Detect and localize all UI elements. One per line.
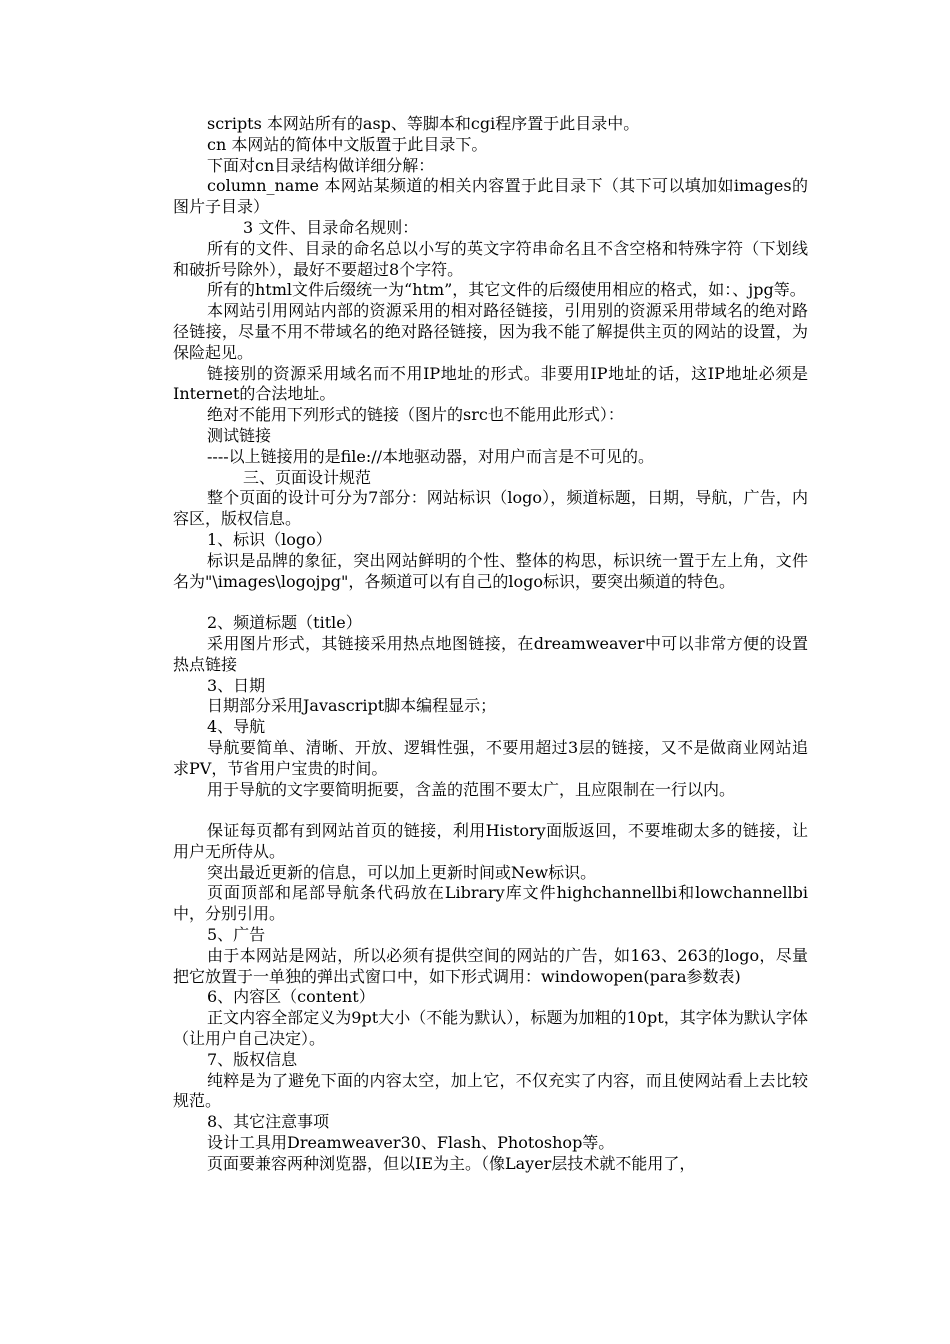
paragraph: 纯粹是为了避免下面的内容太空，加上它，不仅充实了内容，而且使网站看上去比较规范。	[173, 1070, 808, 1111]
paragraph: 3、日期	[207, 675, 266, 695]
section-heading: 三、页面设计规范	[243, 467, 372, 487]
paragraph: 本网站引用网站内部的资源采用的相对路径链接，引用别的资源采用带域名的绝对路径链接，尽量不用不带域名的绝对路径链接，因为我不能了解提供主页的网站的设置，为保险起见。	[173, 301, 808, 362]
paragraph: 链接别的资源采用域名而不用IP地址的形式。非要用IP地址的话，这IP地址必须是Internet的合法地址。	[173, 363, 808, 404]
paragraph: 绝对不能用下列形式的链接（图片的src也不能用此形式）：	[207, 405, 624, 425]
paragraph: 所有的文件、目录的命名总以小写的英文字符串命名且不含空格和特殊字符（下划线和破折号除外），最好不要超过8个字符。	[173, 238, 808, 279]
paragraph: 1、标识（logo）	[207, 529, 332, 549]
paragraph: 采用图片形式，其链接采用热点地图链接，在dreamweaver中可以非常方便的设置热点链接	[173, 633, 808, 674]
paragraph: 导航要简单、清晰、开放、逻辑性强，不要用超过3层的链接，又不是做商业网站追求PV，节省用户宝贵的时间。	[173, 737, 808, 778]
paragraph: 正文内容全部定义为9pt大小（不能为默认），标题为加粗的10pt，其字体为默认字体（让用户自己决定）。	[173, 1008, 808, 1049]
paragraph: 突出最近更新的信息，可以加上更新时间或New标识。	[207, 862, 597, 882]
paragraph: 所有的html文件后缀统一为“htm”，其它文件的后缀使用相应的格式，如：、jpg等。	[207, 280, 806, 300]
paragraph: 页面要兼容两种浏览器，但以IE为主。（像Layer层技术就不能用了，	[207, 1153, 696, 1173]
paragraph: scripts 本网站所有的asp、等脚本和cgi程序置于此目录中。	[207, 114, 640, 133]
paragraph: 日期部分采用Javascript脚本编程显示；	[207, 696, 497, 716]
paragraph: 8、其它注意事项	[207, 1112, 330, 1132]
paragraph: 标识是品牌的象征，突出网站鲜明的个性、整体的构思，标识统一置于左上角，文件名为"\images\logojpg"，各频道可以有自己的logo标识，要突出频道的特色。	[173, 550, 808, 591]
paragraph: 7、版权信息	[207, 1049, 298, 1069]
paragraph: 整个页面的设计可分为7部分：网站标识（logo），频道标题，日期，导航，广告，内容区，版权信息。	[173, 488, 808, 529]
section-heading: 3 文件、目录命名规则：	[243, 217, 419, 237]
paragraph: 5、广告	[207, 925, 266, 945]
paragraph: ----以上链接用的是file://本地驱动器，对用户而言是不可见的。	[207, 446, 655, 466]
paragraph: 保证每页都有到网站首页的链接，利用History面版返回，不要堆砌太多的链接，让用户无所侍从。	[173, 821, 808, 861]
paragraph: 4、导航	[207, 717, 266, 737]
document-body	[173, 114, 808, 1175]
blank-line	[173, 592, 808, 613]
paragraph: 设计工具用Dreamweaver30、Flash、Photoshop等。	[207, 1133, 615, 1153]
paragraph: cn 本网站的简体中文版置于此目录下。	[207, 134, 488, 154]
paragraph: 6、内容区（content）	[207, 987, 375, 1007]
paragraph: column_name 本网站某频道的相关内容置于此目录下（其下可以填加如images的图片子目录）	[173, 176, 808, 217]
blank-line	[173, 800, 808, 821]
paragraph: 用于导航的文字要简明扼要，含盖的范围不要太广，且应限制在一行以内。	[207, 779, 736, 799]
paragraph: 页面顶部和尾部导航条代码放在Library库文件highchannellbi和lowchannellbi中，分别引用。	[173, 883, 808, 924]
paragraph: 2、频道标题（title）	[207, 613, 362, 633]
paragraph: 测试链接	[207, 425, 272, 445]
paragraph: 下面对cn目录结构做详细分解：	[207, 155, 435, 175]
paragraph: 由于本网站是网站，所以必须有提供空间的网站的广告，如163、263的logo，尽量把它放置于一单独的弹出式窗口中，如下形式调用：windowopen(para参数表)	[173, 945, 808, 986]
